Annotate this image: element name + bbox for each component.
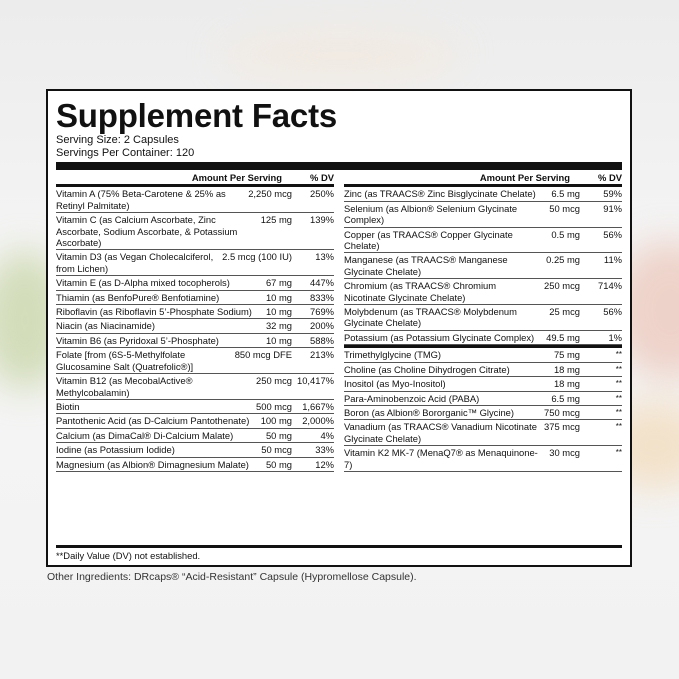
nutrient-row <box>344 406 622 420</box>
nutrient-row <box>344 253 622 279</box>
nutrient-dv: 139% <box>310 214 334 226</box>
nutrient-dv: ** <box>615 422 622 432</box>
nutrient-name: Calcium (as DimaCal® Di-Calcium Malate) <box>56 429 234 441</box>
nutrient-row <box>344 363 622 377</box>
nutrient-dv: 33% <box>315 444 334 456</box>
nutrient-amount: 50 mcg <box>549 202 580 214</box>
nutrient-dv: ** <box>615 364 622 374</box>
nutrient-amount: 6.5 mg <box>551 188 580 200</box>
servings-per-container: Servings Per Container: 120 <box>56 147 195 159</box>
nutrient-row <box>56 334 334 348</box>
nutrient-name: Folate [from (6S-5-Methylfolate Glucosamine Salt (Quatrefolic®)] <box>56 349 194 372</box>
nutrient-row <box>56 276 334 290</box>
nutrient-amount: 10 mg <box>265 291 292 303</box>
nutrient-row <box>344 420 622 446</box>
nutrient-amount: 6.5 mg <box>551 392 580 404</box>
nutrient-amount: 250 mcg <box>544 280 580 292</box>
nutrient-dv: ** <box>615 379 622 389</box>
nutrient-row <box>344 279 622 305</box>
nutrient-amount: 10 mg <box>265 306 292 318</box>
nutrient-row <box>56 291 334 305</box>
nutrient-dv: 11% <box>603 254 622 266</box>
nutrient-row <box>56 305 334 319</box>
nutrient-name: Vitamin D3 (as Vegan Cholecalciferol, from Lichen) <box>56 251 214 274</box>
nutrient-name: Potassium (as Potassium Glycinate Complex) <box>344 331 535 343</box>
left-column <box>56 170 334 472</box>
supplement-facts-panel <box>46 89 632 567</box>
nutrient-amount: 250 mcg <box>256 375 292 387</box>
nutrient-row <box>56 429 334 443</box>
nutrient-name: Vitamin B6 (as Pyridoxal 5’-Phosphate) <box>56 334 219 346</box>
nutrient-row <box>344 331 622 345</box>
nutrient-row <box>56 319 334 333</box>
nutrient-amount: 0.25 mg <box>546 254 580 266</box>
nutrient-row <box>56 250 334 276</box>
other-ingredients: Other Ingredients: DRcaps® “Acid-Resistant” Capsule (Hypromellose Capsule). <box>47 571 417 583</box>
right-column <box>344 170 622 472</box>
nutrient-name: Zinc (as TRAACS® Zinc Bisglycinate Chelate) <box>344 188 536 200</box>
nutrient-row <box>344 348 622 362</box>
nutrient-dv: 12% <box>315 458 334 470</box>
nutrient-amount: 50 mg <box>265 458 292 470</box>
nutrient-name: Thiamin (as BenfoPure® Benfotiamine) <box>56 291 220 303</box>
nutrient-row <box>56 374 334 400</box>
nutrient-dv: 200% <box>310 320 334 332</box>
nutrient-name: Vitamin C (as Calcium Ascorbate, Zinc Ascorbate, Sodium Ascorbate, & Potassium Ascorbate) <box>56 214 238 249</box>
nutrient-amount: 75 mg <box>553 349 580 361</box>
nutrient-dv: 10,417% <box>296 375 334 387</box>
nutrient-name: Vitamin K2 MK-7 (MenaQ7® as Menaquinone-7) <box>344 447 538 470</box>
nutrient-name: Choline (as Choline Dihydrogen Citrate) <box>344 363 510 375</box>
nutrient-name: Manganese (as TRAACS® Manganese Glycinate Chelate) <box>344 254 508 277</box>
nutrient-row <box>344 187 622 201</box>
nutrient-name: Vitamin B12 (as MecobalActive® Methylcobalamin) <box>56 375 193 398</box>
nutrient-dv: ** <box>615 407 622 417</box>
nutrient-name: Biotin <box>56 400 80 412</box>
nutrient-amount: 0.5 mg <box>551 228 580 240</box>
nutrient-row <box>344 228 622 254</box>
nutrient-dv: 588% <box>310 334 334 346</box>
nutrient-dv: 13% <box>315 251 334 263</box>
nutrient-amount: 10 mg <box>265 334 292 346</box>
nutrient-name: Vanadium (as TRAACS® Vanadium Nicotinate Glycinate Chelate) <box>344 421 537 444</box>
nutrient-row <box>344 377 622 391</box>
nutrient-row <box>344 305 622 331</box>
nutrient-amount: 67 mg <box>265 277 292 289</box>
nutrient-name: Inositol (as Myo-Inositol) <box>344 378 446 390</box>
nutrient-amount: 750 mcg <box>544 406 580 418</box>
nutrient-amount: 375 mcg <box>544 421 580 433</box>
nutrient-name: Niacin (as Niacinamide) <box>56 320 155 332</box>
nutrient-dv: 1% <box>608 331 622 343</box>
nutrient-amount: 2,250 mcg <box>248 188 292 200</box>
nutrient-row <box>344 446 622 472</box>
nutrient-name: Boron (as Albion® Bororganic™ Glycine) <box>344 406 515 418</box>
nutrient-name: Copper (as TRAACS® Copper Glycinate Chelate) <box>344 228 513 252</box>
nutrient-name: Trimethylglycine (TMG) <box>344 349 442 361</box>
thick-rule <box>56 162 622 170</box>
nutrient-amount: 50 mcg <box>261 444 292 456</box>
nutrient-amount: 125 mg <box>260 214 292 226</box>
nutrient-row <box>344 202 622 228</box>
column-header <box>56 170 334 187</box>
nutrient-dv: 2,000% <box>302 415 334 427</box>
nutrient-name: Iodine (as Potassium Iodide) <box>56 444 175 456</box>
panel-title: Supplement Facts <box>56 97 338 134</box>
background-fruit <box>220 30 460 80</box>
nutrient-row <box>56 400 334 414</box>
dv-header: % DV <box>598 172 622 183</box>
nutrient-name: Magnesium (as Albion® Dimagnesium Malate) <box>56 458 249 470</box>
nutrient-dv: 4% <box>320 429 334 441</box>
nutrient-name: Para-Aminobenzoic Acid (PABA) <box>344 392 480 404</box>
nutrient-dv: ** <box>615 350 622 360</box>
nutrient-name: Riboflavin (as Riboflavin 5’-Phosphate Sodium) <box>56 306 252 318</box>
nutrient-dv: 447% <box>310 277 334 289</box>
nutrient-amount: 2.5 mcg (100 IU) <box>222 251 292 263</box>
nutrient-amount: 32 mg <box>265 320 292 332</box>
amount-header: Amount Per Serving <box>479 172 570 183</box>
dv-header: % DV <box>310 172 334 183</box>
nutrient-row <box>56 213 334 250</box>
nutrient-dv: 59% <box>603 188 622 200</box>
nutrient-row <box>56 187 334 213</box>
nutrient-amount: 25 mcg <box>549 306 580 318</box>
amount-header: Amount Per Serving <box>191 172 282 183</box>
nutrient-name: Vitamin A (75% Beta-Carotene & 25% as Retinyl Palmitate) <box>56 188 226 211</box>
nutrient-name: Molybdenum (as TRAACS® Molybdenum Glycinate Chelate) <box>344 306 517 329</box>
nutrient-dv: 714% <box>598 280 622 292</box>
footnote: **Daily Value (DV) not established. <box>56 545 622 565</box>
nutrient-dv: ** <box>615 448 622 458</box>
nutrient-amount: 100 mg <box>260 415 292 427</box>
nutrient-row <box>56 443 334 457</box>
nutrient-name: Pantothenic Acid (as D-Calcium Pantothenate) <box>56 415 250 427</box>
nutrient-name: Chromium (as TRAACS® Chromium Nicotinate Glycinate Chelate) <box>344 280 497 303</box>
nutrient-name: Selenium (as Albion® Selenium Glycinate Complex) <box>344 202 518 226</box>
nutrient-amount: 30 mcg <box>549 447 580 459</box>
nutrient-dv: 769% <box>310 306 334 318</box>
nutrient-dv: 56% <box>603 306 622 318</box>
serving-size: Serving Size: 2 Capsules <box>56 134 179 146</box>
nutrient-dv: 213% <box>310 349 334 361</box>
nutrient-amount: 850 mcg DFE <box>234 349 292 361</box>
nutrient-amount: 50 mg <box>265 429 292 441</box>
nutrient-amount: 18 mg <box>553 378 580 390</box>
nutrient-row <box>344 392 622 406</box>
column-header <box>344 170 622 187</box>
nutrient-dv: 1,667% <box>302 400 334 412</box>
nutrient-dv: 56% <box>603 228 622 240</box>
nutrient-dv: 91% <box>603 202 622 214</box>
nutrient-dv: 250% <box>310 188 334 200</box>
nutrient-row <box>56 458 334 472</box>
nutrient-row <box>56 348 334 374</box>
nutrient-name: Vitamin E (as D-Alpha mixed tocopherols) <box>56 277 230 289</box>
nutrient-dv: ** <box>615 393 622 403</box>
nutrient-dv: 833% <box>310 291 334 303</box>
nutrient-amount: 49.5 mg <box>546 331 580 343</box>
nutrient-amount: 500 mcg <box>256 400 292 412</box>
nutrient-row <box>56 414 334 428</box>
nutrient-amount: 18 mg <box>553 363 580 375</box>
